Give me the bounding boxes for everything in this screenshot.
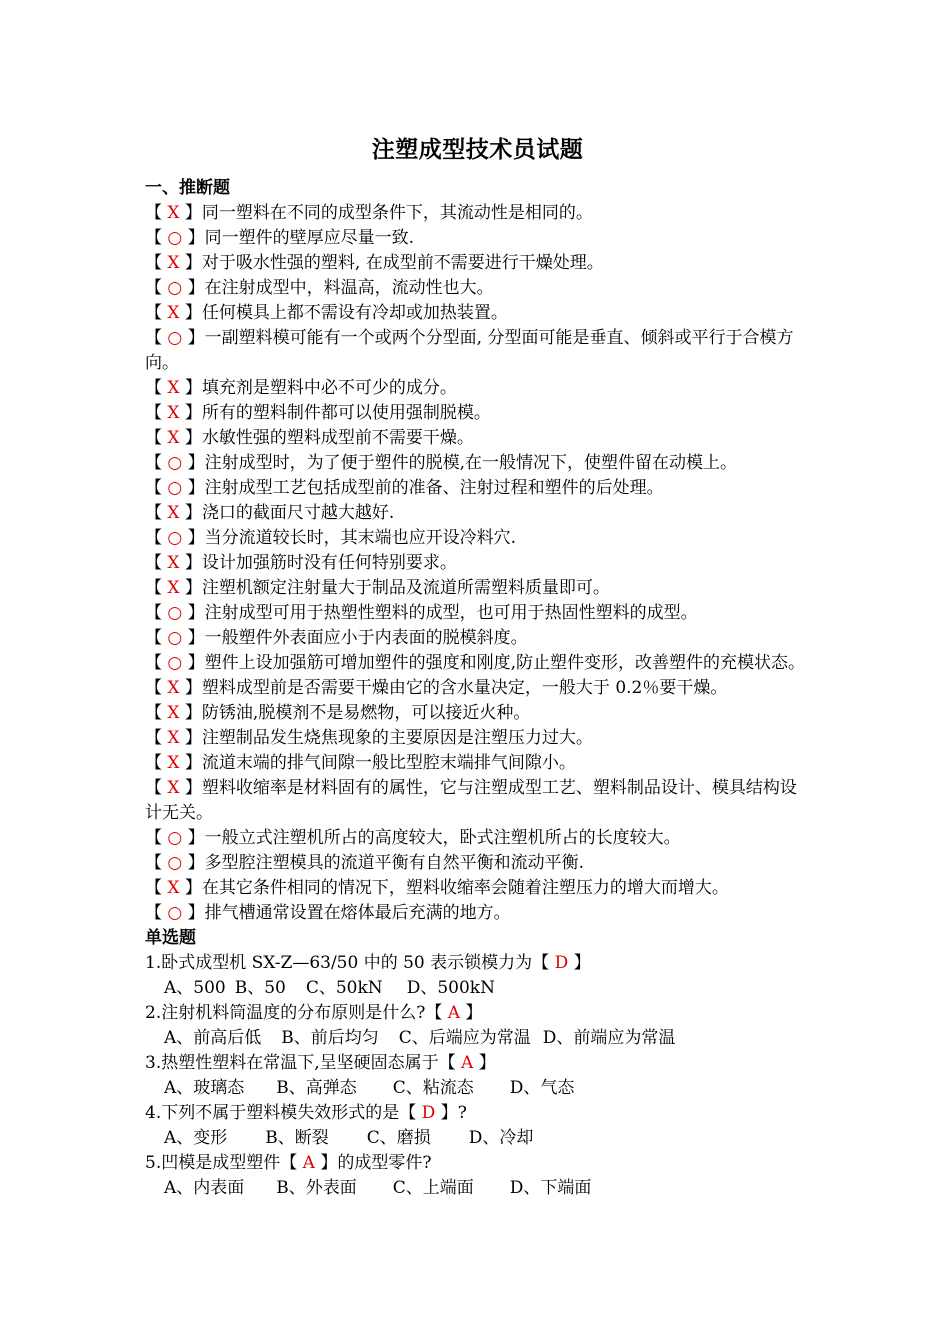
judgment-item: [145, 376, 810, 401]
judgment-item: [145, 876, 810, 901]
judgment-text: 流道末端的排气间隙一般比型腔末端排气间隙小。: [201, 753, 576, 773]
question-stem: [145, 1101, 810, 1126]
option-c: C、上端面: [392, 1178, 474, 1198]
bracket-open: 【: [145, 578, 168, 598]
answer-letter: D: [554, 953, 569, 973]
answer-mark: ○: [167, 903, 183, 923]
judgment-text: 塑件上设加强筋可增加塑件的强度和刚度,防止塑件变形，改善塑件的充模状态。: [204, 653, 806, 673]
option-b: B、断裂: [265, 1128, 329, 1148]
options-row: [145, 1126, 810, 1151]
answer-mark: X: [167, 678, 180, 698]
bracket-open: 【: [280, 1153, 303, 1173]
answer-mark: X: [167, 403, 180, 423]
bracket-close: 】: [473, 1053, 496, 1073]
judgment-item: [145, 301, 810, 326]
bracket-close: 】: [179, 428, 202, 448]
option-c: C、粘流态: [392, 1078, 474, 1098]
bracket-close: 】: [568, 953, 591, 973]
judgment-item: [145, 726, 810, 751]
options-row: [145, 976, 810, 1001]
bracket-close: 】: [179, 728, 202, 748]
bracket-close: 】: [435, 1103, 458, 1123]
judgment-item: [145, 751, 810, 776]
bracket-open: 【: [399, 1103, 422, 1123]
bracket-open: 【: [145, 378, 168, 398]
judgment-item: [145, 551, 810, 576]
bracket-close: 】: [179, 578, 202, 598]
bracket-open: 【: [145, 678, 168, 698]
answer-letter: D: [421, 1103, 436, 1123]
question-text: 1.卧式成型机 SX-Z—63/50 中的 50 表示锁模力为: [145, 953, 533, 973]
bracket-close: 】: [179, 878, 202, 898]
option-b: B、外表面: [276, 1178, 357, 1198]
answer-mark: ○: [167, 453, 183, 473]
answer-mark: X: [167, 303, 180, 323]
answer-mark: X: [167, 378, 180, 398]
section-heading-judgment: 一、推断题: [145, 178, 230, 198]
judgment-text: 注射成型可用于热塑性塑料的成型，也可用于热固性塑料的成型。: [204, 603, 698, 623]
judgment-item: [145, 501, 810, 526]
judgment-item: [145, 251, 810, 276]
judgment-item: [145, 676, 810, 701]
option-c: C、后端应为常温: [398, 1028, 531, 1048]
judgment-item: [145, 701, 810, 726]
judgment-item: [145, 901, 810, 926]
bracket-open: 【: [145, 453, 168, 473]
answer-letter: A: [447, 1003, 461, 1023]
bracket-close: 】: [182, 478, 205, 498]
judgment-text: 填充剂是塑料中必不可少的成分。: [201, 378, 457, 398]
bracket-close: 】: [179, 303, 202, 323]
question-text: 4.下列不属于塑料模失效形式的是: [145, 1103, 400, 1123]
judgment-item: [145, 401, 810, 426]
judgment-text: 对于吸水性强的塑料, 在成型前不需要进行干燥处理。: [201, 253, 604, 273]
judgment-text: 多型腔注塑模具的流道平衡有自然平衡和流动平衡.: [204, 853, 585, 873]
bracket-open: 【: [145, 728, 168, 748]
single-choice-list: [145, 951, 810, 1201]
bracket-close: 】: [179, 503, 202, 523]
answer-mark: ○: [167, 653, 183, 673]
option-d: D、冷却: [468, 1128, 534, 1148]
answer-mark: X: [167, 753, 180, 773]
answer-mark: X: [167, 703, 180, 723]
judgment-item: [145, 426, 810, 451]
answer-mark: ○: [167, 478, 183, 498]
option-b: B、高弹态: [276, 1078, 357, 1098]
bracket-close: 】: [179, 678, 202, 698]
bracket-open: 【: [145, 428, 168, 448]
judgment-text: 塑料收缩率是材料固有的属性，它与注塑成型工艺、塑料制品设计、模具结构设计无关。: [145, 778, 797, 823]
judgment-item: [145, 326, 810, 376]
question-stem: [145, 1151, 810, 1176]
option-b: B、50: [234, 978, 286, 998]
bracket-close: 】: [182, 653, 205, 673]
bracket-close: 】: [182, 278, 205, 298]
question-text: 2.注射机料筒温度的分布原则是什么?: [145, 1003, 426, 1023]
bracket-open: 【: [145, 878, 168, 898]
answer-mark: X: [167, 553, 180, 573]
bracket-open: 【: [145, 528, 168, 548]
option-a: A、玻璃态: [164, 1078, 245, 1098]
judgment-item: [145, 276, 810, 301]
answer-mark: ○: [167, 828, 183, 848]
bracket-close: 】: [179, 753, 202, 773]
judgment-list: [145, 201, 810, 926]
bracket-open: 【: [145, 328, 168, 348]
bracket-open: 【: [145, 228, 168, 248]
judgment-text: 水敏性强的塑料成型前不需要干燥。: [201, 428, 474, 448]
document-page: [145, 130, 810, 1201]
answer-mark: X: [167, 203, 180, 223]
bracket-close: 】: [179, 703, 202, 723]
answer-mark: ○: [167, 328, 183, 348]
judgment-item: [145, 826, 810, 851]
option-d: D、500kN: [406, 978, 495, 998]
bracket-open: 【: [145, 828, 168, 848]
bracket-close: 】: [182, 628, 205, 648]
answer-mark: ○: [167, 278, 183, 298]
question-text: 3.热塑性塑料在常温下,呈坚硬固态属于: [145, 1053, 439, 1073]
options-row: [145, 1076, 810, 1101]
bracket-open: 【: [425, 1003, 448, 1023]
option-d: D、前端应为常温: [542, 1028, 676, 1048]
bracket-close: 】: [182, 903, 205, 923]
bracket-open: 【: [145, 703, 168, 723]
judgment-text: 排气槽通常设置在熔体最后充满的地方。: [204, 903, 511, 923]
bracket-open: 【: [145, 203, 168, 223]
option-a: A、内表面: [164, 1178, 245, 1198]
judgment-text: 一副塑料模可能有一个或两个分型面, 分型面可能是垂直、倾斜或平行于合模方向。: [145, 328, 794, 373]
answer-mark: X: [167, 503, 180, 523]
judgment-item: [145, 226, 810, 251]
bracket-open: 【: [145, 503, 168, 523]
bracket-open: 【: [145, 603, 168, 623]
options-row: [145, 1026, 810, 1051]
bracket-open: 【: [145, 753, 168, 773]
bracket-close: 】: [182, 328, 205, 348]
option-a: A、变形: [164, 1128, 228, 1148]
bracket-close: 】: [460, 1003, 483, 1023]
question-stem: [145, 1051, 810, 1076]
judgment-text: 在注射成型中，料温高，流动性也大。: [204, 278, 494, 298]
bracket-close: 】: [182, 853, 205, 873]
judgment-text: 浇口的截面尺寸越大越好.: [201, 503, 395, 523]
option-c: C、磨损: [366, 1128, 431, 1148]
judgment-text: 一般立式注塑机所占的高度较大，卧式注塑机所占的长度较大。: [204, 828, 681, 848]
answer-mark: X: [167, 728, 180, 748]
question-suffix: ?: [457, 1103, 467, 1123]
answer-mark: X: [167, 253, 180, 273]
bracket-close: 】: [179, 553, 202, 573]
bracket-open: 【: [145, 253, 168, 273]
judgment-text: 防锈油,脱模剂不是易燃物，可以接近火种。: [201, 703, 531, 723]
judgment-text: 一般塑件外表面应小于内表面的脱模斜度。: [204, 628, 528, 648]
judgment-text: 同一塑料在不同的成型条件下，其流动性是相同的。: [201, 203, 593, 223]
answer-mark: X: [167, 878, 180, 898]
judgment-text: 任何模具上都不需设有冷却或加热装置。: [201, 303, 508, 323]
judgment-item: [145, 851, 810, 876]
answer-mark: X: [167, 778, 180, 798]
answer-mark: X: [167, 578, 180, 598]
options-row: [145, 1176, 810, 1201]
bracket-open: 【: [145, 403, 168, 423]
bracket-close: 】: [179, 778, 202, 798]
answer-letter: A: [461, 1053, 474, 1073]
judgment-text: 注射成型工艺包括成型前的准备、注射过程和塑件的后处理。: [204, 478, 664, 498]
bracket-close: 】: [182, 828, 205, 848]
bracket-open: 【: [145, 853, 168, 873]
bracket-close: 】: [179, 403, 202, 423]
judgment-text: 在其它条件相同的情况下，塑料收缩率会随着注塑压力的增大而增大。: [201, 878, 729, 898]
question-text: 5.凹模是成型塑件: [145, 1153, 281, 1173]
bracket-close: 】: [179, 253, 202, 273]
bracket-close: 】: [182, 603, 205, 623]
judgment-text: 同一塑件的壁厚应尽量一致.: [204, 228, 415, 248]
answer-mark: ○: [167, 528, 183, 548]
bracket-open: 【: [145, 553, 168, 573]
judgment-text: 所有的塑料制件都可以使用强制脱模。: [201, 403, 491, 423]
option-a: A、前高后低: [164, 1028, 262, 1048]
bracket-close: 】: [182, 528, 205, 548]
question-stem: [145, 1001, 810, 1026]
judgment-text: 当分流道较长时，其末端也应开设冷料穴.: [204, 528, 517, 548]
bracket-close: 】: [179, 203, 202, 223]
page-title: 注塑成型技术员试题: [371, 136, 584, 163]
bracket-open: 【: [145, 478, 168, 498]
judgment-item: [145, 776, 810, 826]
judgment-item: [145, 201, 810, 226]
bracket-open: 【: [532, 953, 555, 973]
option-a: A、500: [164, 978, 226, 998]
bracket-close: 】: [182, 228, 205, 248]
answer-letter: A: [302, 1153, 315, 1173]
judgment-item: [145, 476, 810, 501]
answer-mark: ○: [167, 853, 183, 873]
judgment-item: [145, 651, 810, 676]
section-heading-single-choice: 单选题: [145, 928, 196, 948]
answer-mark: ○: [167, 228, 183, 248]
bracket-open: 【: [438, 1053, 462, 1073]
bracket-open: 【: [145, 653, 168, 673]
answer-mark: ○: [167, 603, 183, 623]
judgment-item: [145, 526, 810, 551]
answer-mark: X: [167, 428, 180, 448]
bracket-open: 【: [145, 303, 168, 323]
bracket-open: 【: [145, 278, 168, 298]
judgment-item: [145, 451, 810, 476]
answer-mark: ○: [167, 628, 183, 648]
bracket-open: 【: [145, 778, 168, 798]
bracket-close: 】: [179, 378, 202, 398]
option-d: D、气态: [509, 1078, 575, 1098]
bracket-open: 【: [145, 903, 168, 923]
judgment-text: 注射成型时，为了便于塑件的脱模,在一般情况下，使塑件留在动模上。: [204, 453, 738, 473]
judgment-text: 注塑制品发生烧焦现象的主要原因是注塑压力过大。: [201, 728, 593, 748]
judgment-text: 注塑机额定注射量大于制品及流道所需塑料质量即可。: [201, 578, 610, 598]
option-b: B、前后均匀: [281, 1028, 379, 1048]
bracket-close: 】: [314, 1153, 338, 1173]
judgment-item: [145, 601, 810, 626]
judgment-text: 设计加强筋时没有任何特别要求。: [201, 553, 457, 573]
question-suffix: 的成型零件?: [337, 1153, 432, 1173]
judgment-text: 塑料成型前是否需要干燥由它的含水量决定，一般大于 0.2％要干燥。: [201, 678, 728, 698]
option-c: C、50kN: [305, 978, 383, 998]
question-stem: [145, 951, 810, 976]
option-d: D、下端面: [509, 1178, 592, 1198]
judgment-item: [145, 626, 810, 651]
bracket-close: 】: [182, 453, 205, 473]
judgment-item: [145, 576, 810, 601]
bracket-open: 【: [145, 628, 168, 648]
